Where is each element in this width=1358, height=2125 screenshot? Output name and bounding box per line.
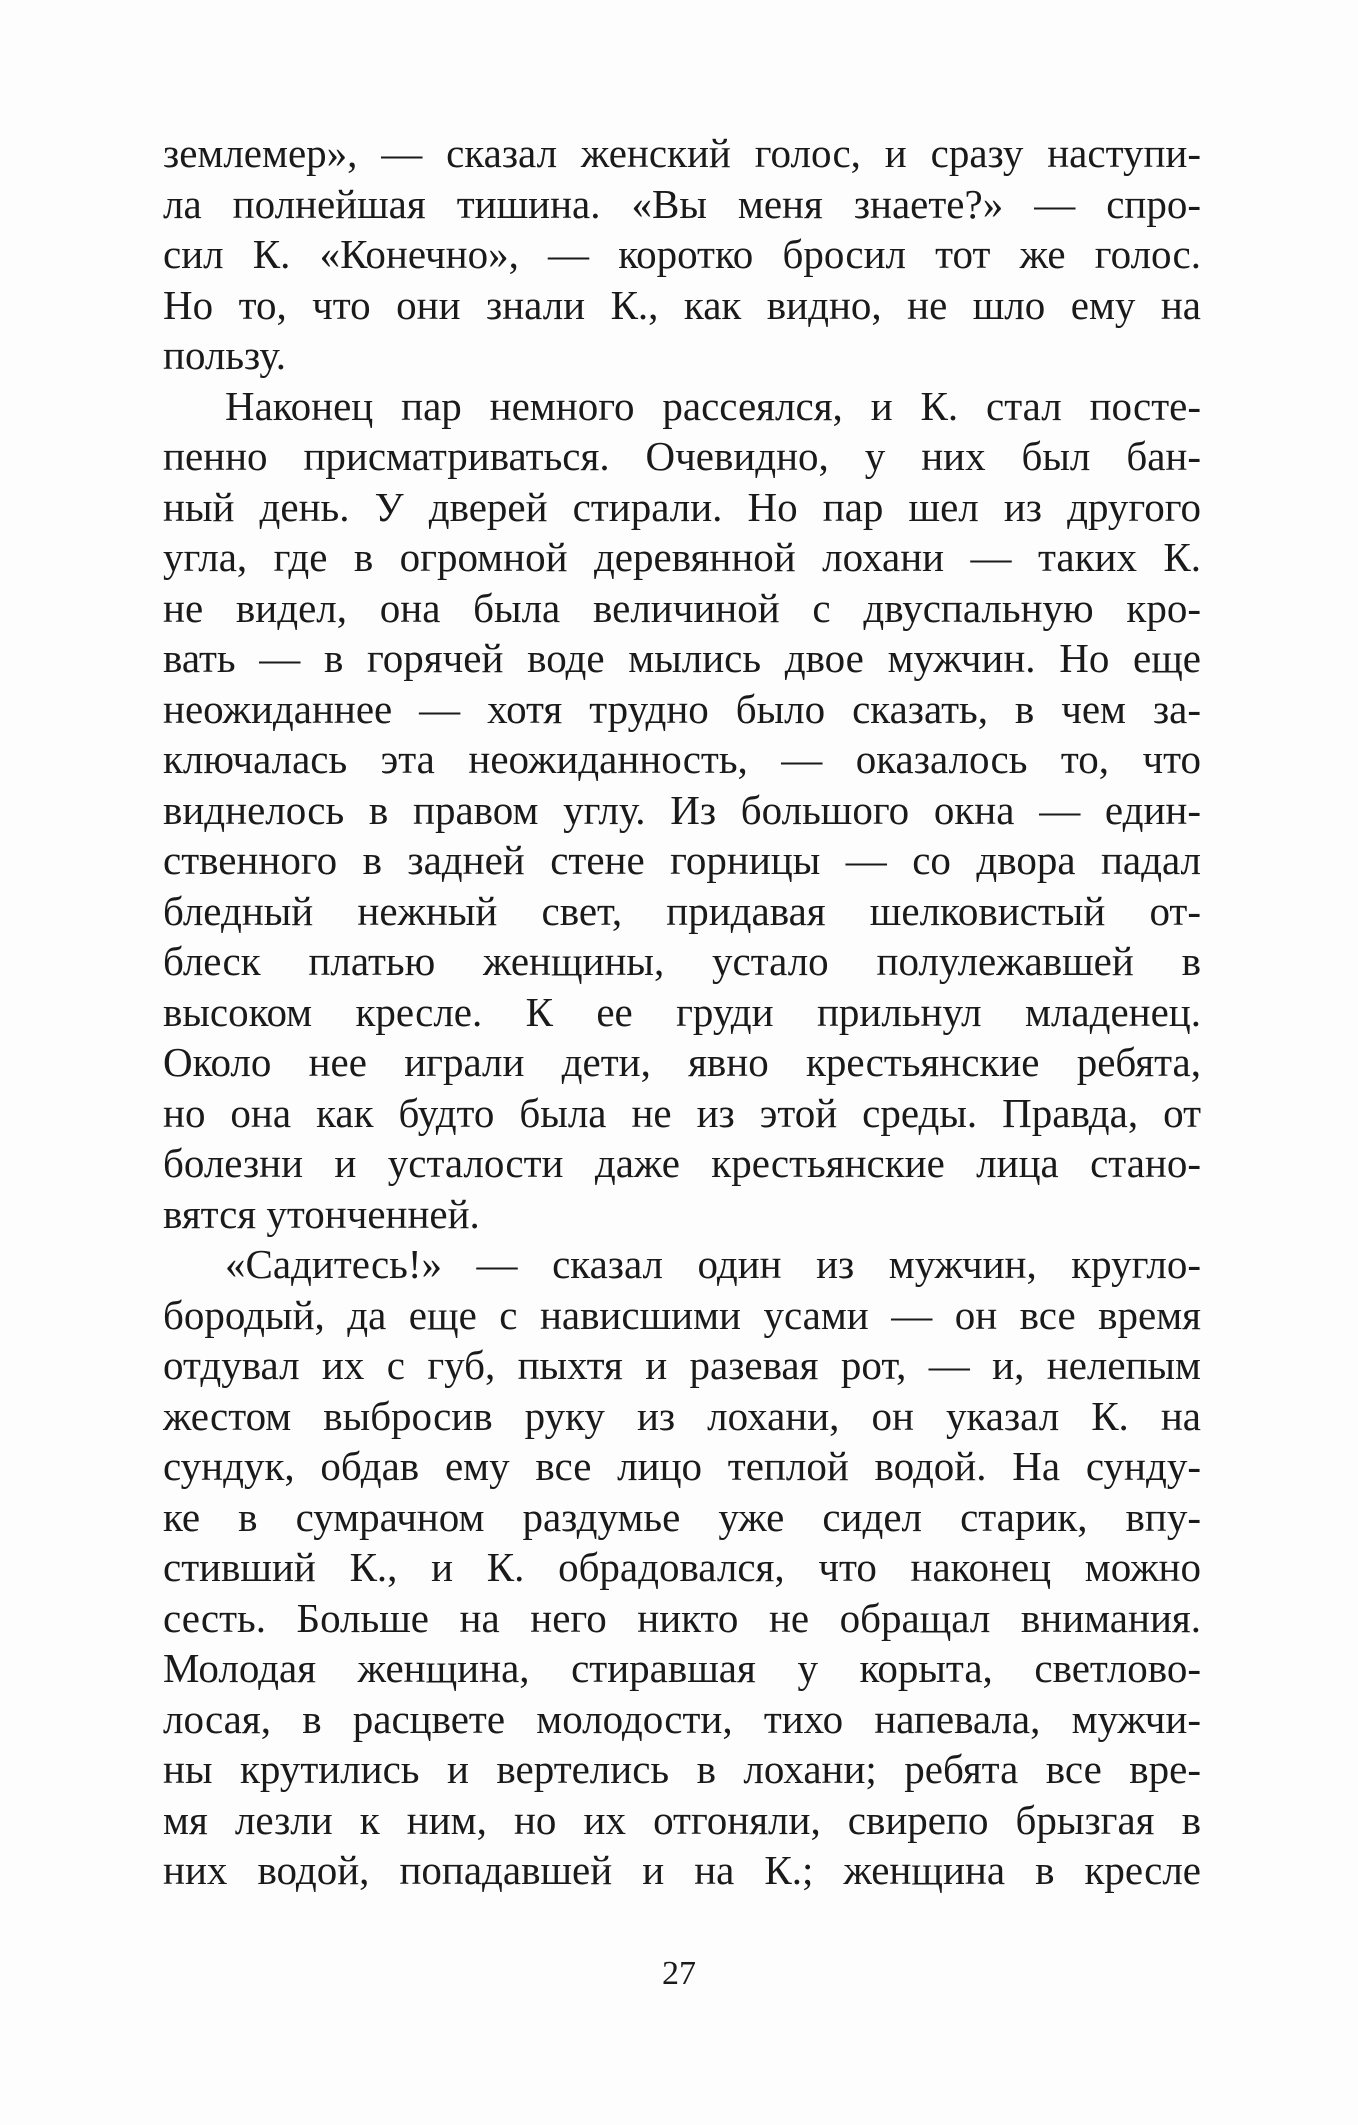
text-line: но она как будто была не из этой среды. Правда, от (163, 1089, 1201, 1136)
text-line: пользу. (163, 332, 287, 378)
text-line: вятся утонченней. (163, 1190, 480, 1237)
text-line: не видел, она была величиной с двуспальную кро- (163, 584, 1201, 631)
text-line: лосая, в расцвете молодости, тихо напевала, мужчи- (163, 1695, 1201, 1742)
text-line: угла, где в огромной деревянной лохани — таких К. (163, 534, 1201, 580)
text-line: стивший К., и К. обрадовался, что наконец можно (163, 1544, 1201, 1590)
text-line: Наконец пар немного рассеялся, и К. стал посте- (225, 382, 1201, 429)
text-line: Но то, что они знали К., как видно, не шло ему на (163, 281, 1201, 328)
text-line: вать — в горячей воде мылись двое мужчин. Но еще (163, 635, 1201, 681)
text-line: сесть. Больше на него никто не обращал внимания. (163, 1594, 1201, 1641)
text-line: жестом выбросив руку из лохани, он указал К. на (163, 1392, 1201, 1439)
text-line: виднелось в правом углу. Из большого окна — един- (163, 786, 1201, 833)
text-line: бородый, да еще с нависшими усами — он все время (163, 1291, 1201, 1338)
page-number: 27 (662, 1955, 696, 1992)
text-line: высоком кресле. К ее груди прильнул младенец. (163, 988, 1201, 1035)
text-line: ный день. У дверей стирали. Но пар шел из другого (163, 483, 1201, 530)
text-line: бледный нежный свет, придавая шелковистый от- (163, 887, 1201, 934)
text-line: ны крутились и вертелись в лохани; ребята все вре- (163, 1746, 1201, 1792)
text-line: сил К. «Конечно», — коротко бросил тот же голос. (163, 231, 1201, 277)
text-line: землемер», — сказал женский голос, и сразу наступи- (163, 130, 1201, 176)
text-line: Около нее играли дети, явно крестьянские ребята, (163, 1039, 1201, 1085)
text-line: ственного в задней стене горницы — со двора падал (163, 837, 1201, 883)
text-line: «Садитесь!» — сказал один из мужчин, кругло- (225, 1241, 1201, 1287)
text-line: сундук, обдав ему все лицо теплой водой. На сунду- (163, 1443, 1201, 1489)
body-text (163, 128, 1201, 1896)
text-line: неожиданнее — хотя трудно было сказать, в чем за- (163, 685, 1201, 732)
text-line: ке в сумрачном раздумье уже сидел старик, впу- (163, 1493, 1201, 1540)
text-line: них водой, попадавшей и на К.; женщина в кресле (163, 1847, 1201, 1893)
text-line: блеск платью женщины, устало полулежавшей в (163, 938, 1201, 984)
text-line: ла полнейшая тишина. «Вы меня знаете?» — спро- (163, 180, 1201, 227)
text-line: пенно присматриваться. Очевидно, у них был бан- (163, 433, 1201, 479)
text-line: мя лезли к ним, но их отгоняли, свирепо брызгая в (163, 1796, 1201, 1843)
text-line: ключалась эта неожиданность, — оказалось то, что (163, 736, 1201, 782)
text-line: Молодая женщина, стиравшая у корыта, светлово- (163, 1645, 1201, 1691)
text-line: отдувал их с губ, пыхтя и разевая рот, — и, нелепым (163, 1342, 1201, 1388)
text-line: болезни и усталости даже крестьянские лица стано- (163, 1140, 1201, 1186)
